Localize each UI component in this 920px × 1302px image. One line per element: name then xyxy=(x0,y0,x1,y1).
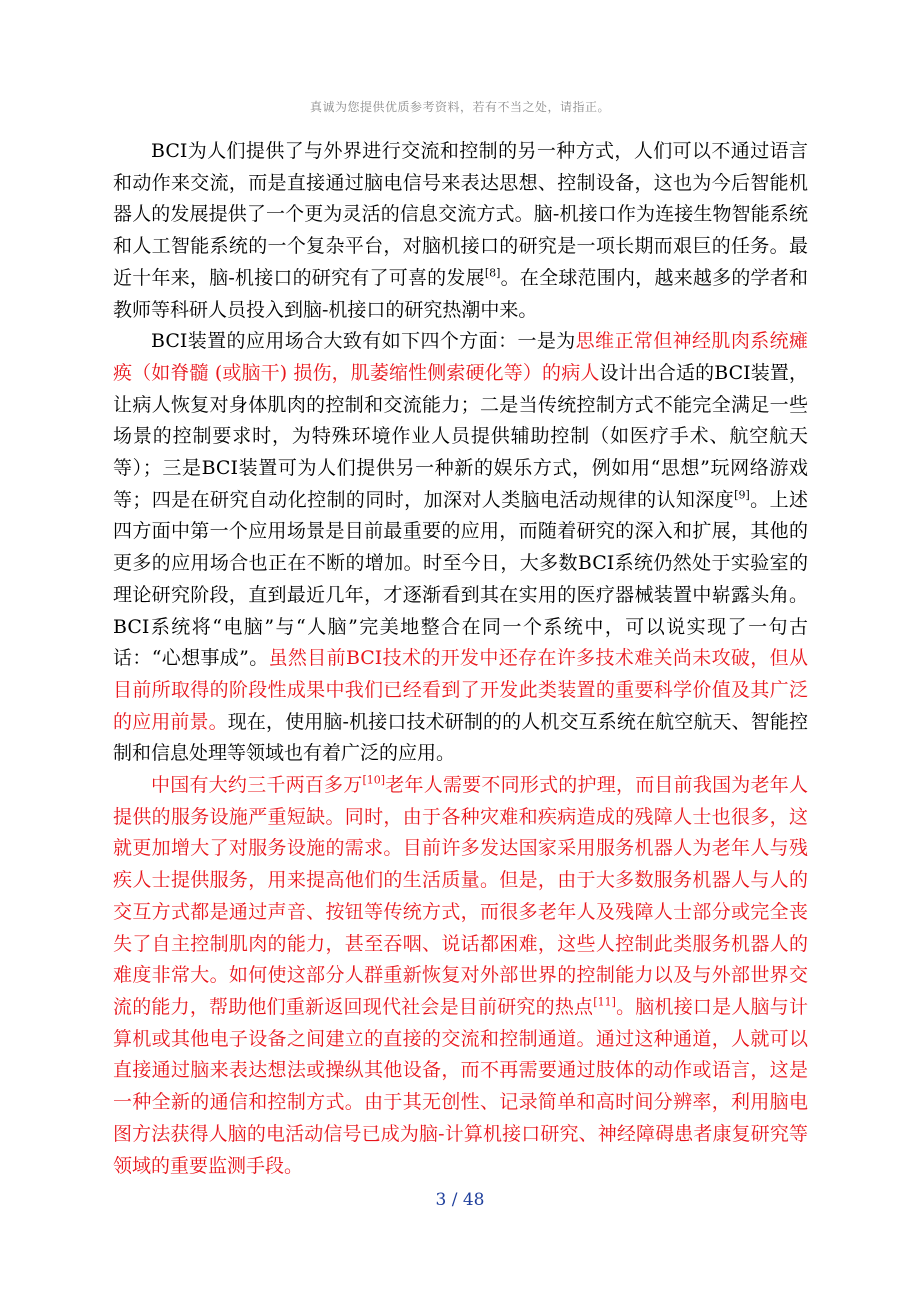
header-note: 真诚为您提供优质参考资料，若有不当之处，请指正。 xyxy=(309,100,610,114)
citation-10: [10] xyxy=(362,773,386,787)
paragraph-2-text-a: BCI装置的应用场合大致有如下四个方面：一是为 xyxy=(151,330,576,353)
paragraph-3 xyxy=(113,770,808,1182)
paragraph-3-text-c: 。脑机接口是人脑与计算机或其他电子设备之间建立的直接的交流和控制通道。通过这种通道，人就可以直接通过脑来表达想法或操纵其他设备，而不再需要通过肢体的动作或语言，这是一种全新的通信和控制方式。由于其无创性、记录简单和高时间分辨率，利用脑电图方法获得人脑的电活动信号已成为脑-计算机接口研究、神经障碍患者康复研究等领域的重要监测手段。 xyxy=(113,995,808,1177)
paragraph-2 xyxy=(113,326,808,770)
document-body xyxy=(113,136,808,1182)
page-number: 3 / 48 xyxy=(435,1190,485,1210)
paragraph-1-text-a: BCI为人们提供了与外界进行交流和控制的另一种方式，人们可以不通过语言和动作来交流，而是直接通过脑电信号来表达思想、控制设备，这也为今后智能机器人的发展提供了一个更为灵活的信息交流方式。脑-机接口作为连接生物智能系统和人工智能系统的一个复杂平台，对脑机接口的研究是一项长期而艰巨的任务。最近十年来，脑-机接口的研究有了可喜的发展 xyxy=(113,140,808,289)
paragraph-2-highlight-patients: 思维正常但神经肌肉系统瘫痪（如脊髓 (或脑干) 损伤，肌萎缩性侧索硬化等）的病人 xyxy=(113,330,808,384)
paragraph-2-text-c: 。上述四方面中第一个应用场景是目前最重要的应用，而随着研究的深入和扩展，其他的更多的应用场合也正在不断的增加。时至今日，大多数BCI系统仍然处于实验室的理论研究阶段，直到最近几年，才逐渐看到其在实用的医疗器械装置中崭露头角。BCI系统将“电脑”与“人脑”完美地整合在同一个系统中，可以说实现了一句古话：“心想事成”。 xyxy=(113,488,808,670)
citation-8: [8] xyxy=(484,266,501,280)
paragraph-3-text-a: 中国有大约三千两百多万 xyxy=(151,774,363,797)
paragraph-3-text-b: 老年人需要不同形式的护理，而目前我国为老年人提供的服务设施严重短缺。同时，由于各种灾难和疾病造成的残障人士也很多，这就更加增大了对服务设施的需求。目前许多发达国家采用服务机器人为老年人与残疾人士提供服务，用来提高他们的生活质量。但是，由于大多数服务机器人与人的交互方式都是通过声音、按钮等传统方式，而很多老年人及残障人士部分或完全丧失了自主控制肌肉的能力，甚至吞咽、说话都困难，这些人控制此类服务机器人的难度非常大。如何使这部分人群重新恢复对外部世界的控制能力以及与外部世界交流的能力，帮助他们重新返回现代社会是目前研究的热点 xyxy=(113,774,808,1018)
paragraph-1-text-b: 。在全球范围内，越来越多的学者和教师等科研人员投入到脑-机接口的研究热潮中来。 xyxy=(113,266,808,321)
paragraph-2-highlight-prospects: 虽然目前BCI技术的开发中还存在许多技术难关尚未攻破，但从目前所取得的阶段性成果中我们已经看到了开发此类装置的重要科学价值及其广泛的应用前景。 xyxy=(113,647,808,733)
paragraph-2-text-b: 设计出合适的BCI装置，让病人恢复对身体肌肉的控制和交流能力；二是当传统控制方式不能完全满足一些场景的控制要求时，为特殊环境作业人员提供辅助控制（如医疗手术、航空航天等）；三是BCI装置可为人们提供另一种新的娱乐方式，例如用“思想”玩网络游戏等；四是在研究自动化控制的同时，加深对人类脑电活动规律的认知深度 xyxy=(113,361,809,511)
citation-9: [9] xyxy=(734,488,750,502)
paragraph-2-text-d: 现在，使用脑-机接口技术研制的的人机交互系统在航空航天、智能控制和信息处理等领域也有着广泛的应用。 xyxy=(113,710,808,765)
citation-11: [11] xyxy=(593,995,616,1009)
paragraph-1 xyxy=(113,136,808,326)
